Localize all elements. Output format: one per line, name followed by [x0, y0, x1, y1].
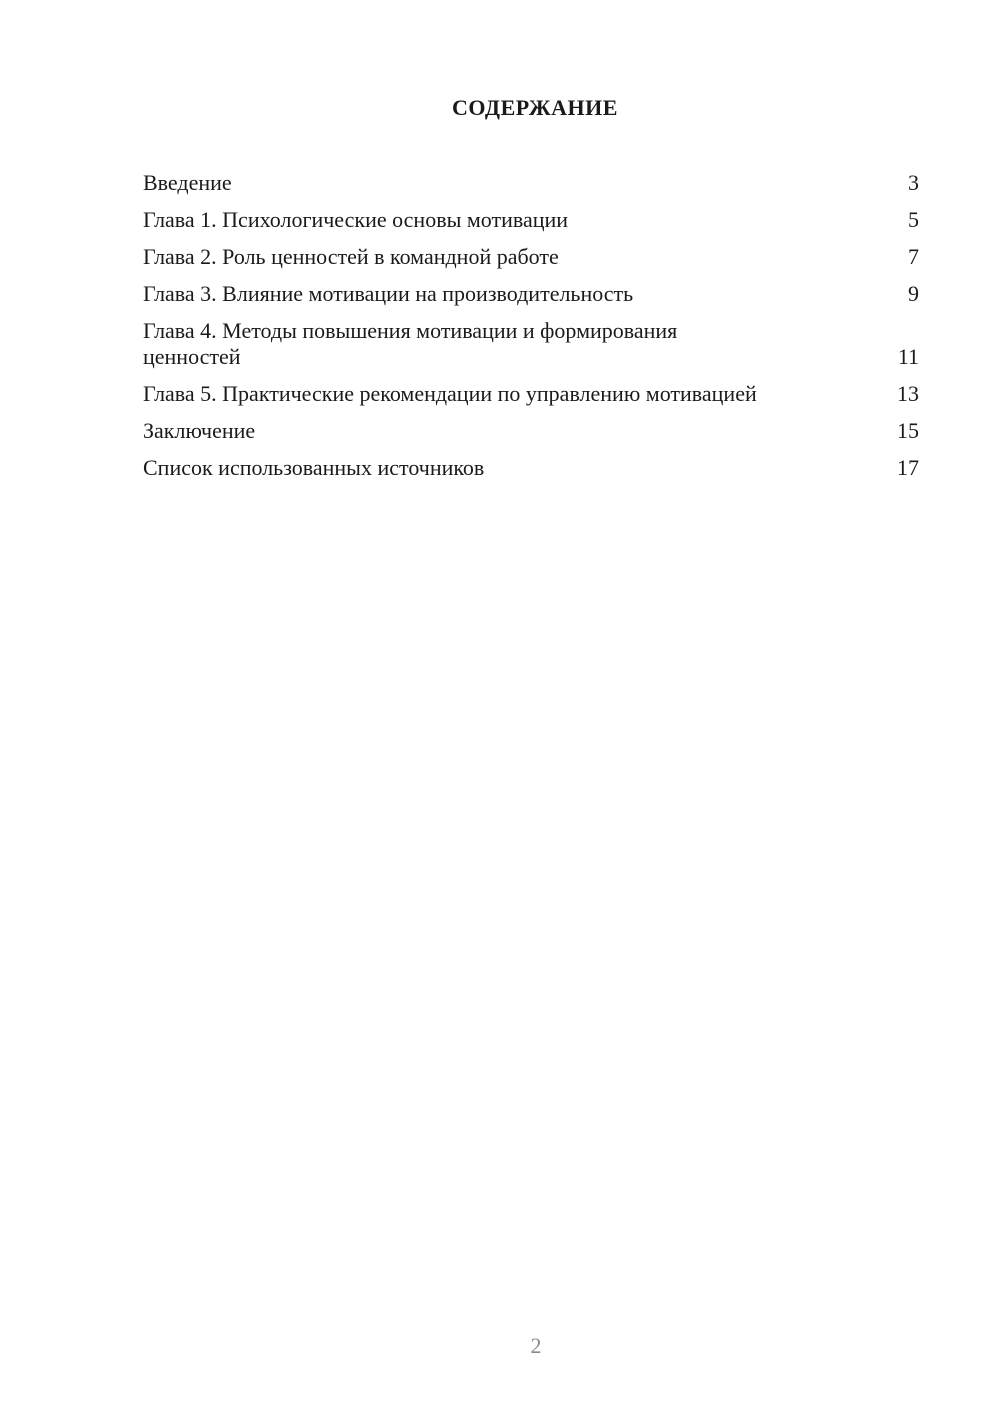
- toc-entry-page: 17: [897, 455, 919, 480]
- toc-entry-page: 3: [908, 170, 919, 195]
- toc-title: СОДЕРЖАНИЕ: [452, 95, 618, 120]
- table-of-contents: [143, 170, 919, 492]
- toc-entry: [143, 381, 919, 407]
- toc-entry: [143, 207, 919, 233]
- toc-entry-text: Список использованных источников: [143, 455, 485, 480]
- toc-entry: [143, 455, 919, 481]
- toc-entry-page: 5: [908, 207, 919, 232]
- toc-entry-text: Глава 3. Влияние мотивации на производительность: [143, 281, 634, 306]
- toc-entry-page: 11: [897, 344, 919, 369]
- toc-entry: [143, 170, 919, 196]
- toc-entry-text: Глава 1. Психологические основы мотивации: [143, 207, 569, 232]
- toc-entry-page: 15: [897, 418, 919, 443]
- toc-entry-text: Глава 5. Практические рекомендации по управлению мотивацией: [143, 381, 757, 406]
- toc-entry-text: Введение: [143, 170, 232, 195]
- toc-entry-text: Заключение: [143, 418, 256, 443]
- toc-entry-text: Глава 2. Роль ценностей в командной работе: [143, 244, 559, 269]
- toc-entry-page: 7: [908, 244, 919, 269]
- toc-entry: [143, 318, 919, 370]
- toc-entry-text: Глава 4. Методы повышения мотивации и формирования ценностей: [143, 318, 678, 369]
- page-number: 2: [530, 1333, 542, 1358]
- toc-entry: [143, 418, 919, 444]
- toc-entry-page: 9: [908, 281, 919, 306]
- toc-entry: [143, 244, 919, 270]
- toc-entry: [143, 281, 919, 307]
- toc-entry-page: 13: [897, 381, 919, 406]
